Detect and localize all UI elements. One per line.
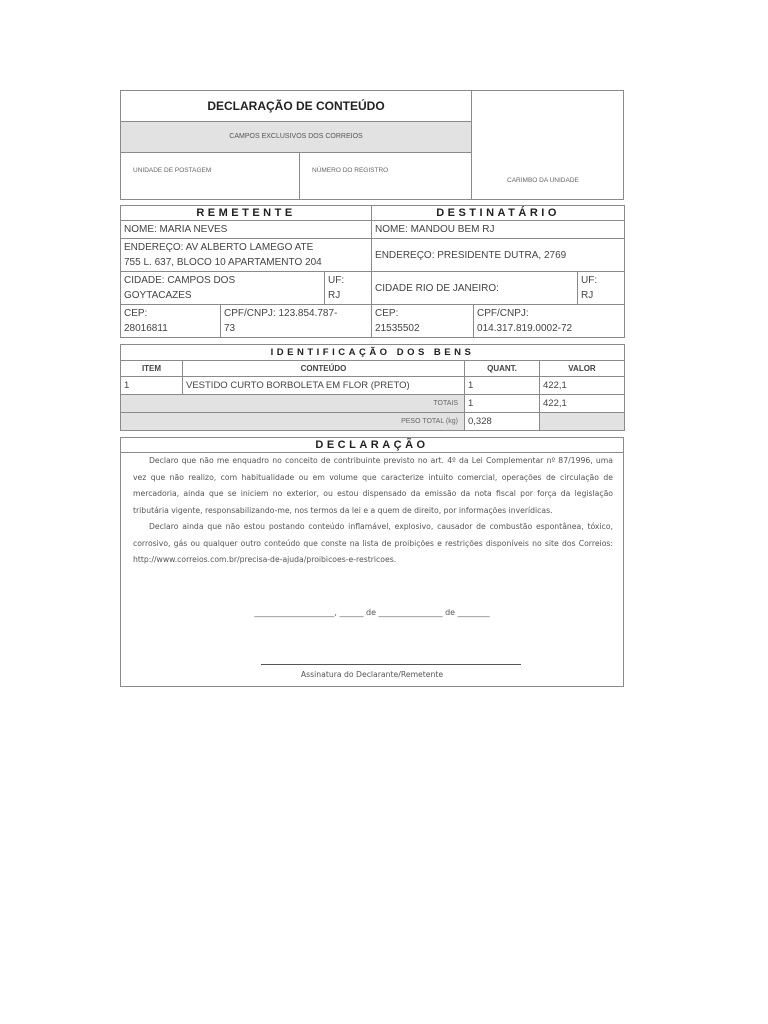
row-item: 1 bbox=[121, 377, 183, 395]
sender-receiver-table bbox=[120, 205, 625, 338]
remetente-cep-label: CEP: bbox=[124, 308, 148, 319]
peso-empty-cell bbox=[540, 413, 625, 431]
numero-registro-label: NÚMERO DO REGISTRO bbox=[299, 153, 388, 199]
col-item: ITEM bbox=[121, 361, 183, 377]
declaracao-heading: DECLARAÇÃO bbox=[121, 438, 623, 453]
destinatario-cep bbox=[372, 305, 474, 338]
remetente-cidade bbox=[121, 272, 325, 305]
row-conteudo: VESTIDO CURTO BORBOLETA EM FLOR (PRETO) bbox=[183, 377, 465, 395]
signature-label: Assinatura do Declarante/Remetente bbox=[300, 670, 444, 679]
form-title: DECLARAÇÃO DE CONTEÚDO bbox=[121, 91, 471, 122]
date-line: ____________________, ______ de ________________ de ________ bbox=[254, 608, 490, 617]
bens-heading: IDENTIFICAÇÃO DOS BENS bbox=[121, 345, 625, 361]
remetente-endereco-line2: 755 L. 637, BLOCO 10 APARTAMENTO 204 bbox=[124, 257, 322, 268]
remetente-cpf bbox=[221, 305, 372, 338]
remetente-cidade-line1: CIDADE: CAMPOS DOS bbox=[124, 275, 236, 286]
destinatario-endereco: ENDEREÇO: PRESIDENTE DUTRA, 2769 bbox=[372, 239, 625, 272]
totais-label: TOTAIS bbox=[121, 395, 465, 413]
remetente-uf-value: RJ bbox=[328, 290, 341, 301]
remetente-endereco bbox=[121, 239, 372, 272]
destinatario-nome: NOME: MANDOU BEM RJ bbox=[372, 221, 625, 239]
destinatario-heading: DESTINATÁRIO bbox=[372, 206, 625, 221]
declaration-paragraph-2: Declaro ainda que não estou postando conteúdo inflamável, explosivo, causador de combustão espontânea, tóxico, corrosivo, gás ou qualquer outro conteúdo que conste na lista de proibições e restrições disponíveis no site dos Correios: http://www.correios.com.br/precisa-de-ajuda/proibicoes-e-restricoes. bbox=[133, 522, 613, 564]
remetente-heading: REMETENTE bbox=[121, 206, 372, 221]
col-valor: VALOR bbox=[540, 361, 625, 377]
totais-quant: 1 bbox=[465, 395, 540, 413]
remetente-uf-label: UF: bbox=[328, 275, 345, 286]
carimbo-label: CARIMBO DA UNIDADE bbox=[507, 177, 579, 184]
remetente-cpf-line2: 73 bbox=[224, 323, 236, 334]
declaration-form bbox=[120, 90, 624, 687]
peso-value: 0,328 bbox=[465, 413, 540, 431]
goods-table bbox=[120, 344, 625, 431]
row-valor: 422,1 bbox=[540, 377, 625, 395]
remetente-cidade-line2: GOYTACAZES bbox=[124, 290, 192, 301]
remetente-cep-value: 28016811 bbox=[124, 323, 168, 334]
remetente-endereco-line1: ENDEREÇO: AV ALBERTO LAMEGO ATE bbox=[124, 242, 314, 253]
unidade-postagem-label: UNIDADE DE POSTAGEM bbox=[133, 167, 212, 174]
remetente-cep bbox=[121, 305, 221, 338]
destinatario-uf bbox=[578, 272, 625, 305]
signature-line bbox=[261, 664, 521, 665]
correios-only-banner: CAMPOS EXCLUSIVOS DOS CORREIOS bbox=[121, 122, 471, 153]
destinatario-cpf-value: 014.317.819.0002-72 bbox=[477, 323, 573, 334]
remetente-cpf-line1: CPF/CNPJ: 123.854.787- bbox=[224, 308, 338, 319]
remetente-nome: NOME: MARIA NEVES bbox=[121, 221, 372, 239]
destinatario-cep-label: CEP: bbox=[375, 308, 399, 319]
form-header bbox=[120, 90, 624, 200]
destinatario-cpf-label: CPF/CNPJ: bbox=[477, 308, 529, 319]
totais-valor: 422,1 bbox=[540, 395, 625, 413]
col-conteudo: CONTEÚDO bbox=[183, 361, 465, 377]
peso-label: PESO TOTAL (kg) bbox=[121, 413, 465, 431]
destinatario-uf-label: UF: bbox=[581, 275, 598, 286]
declaration-section bbox=[120, 437, 624, 687]
destinatario-cidade: CIDADE RIO DE JANEIRO: bbox=[372, 272, 578, 305]
row-quant: 1 bbox=[465, 377, 540, 395]
table-row bbox=[121, 377, 625, 395]
destinatario-cep-value: 21535502 bbox=[375, 323, 420, 334]
destinatario-uf-value: RJ bbox=[581, 290, 594, 301]
declaration-paragraph-1: Declaro que não me enquadro no conceito de contribuinte previsto no art. 4º da Lei Complementar nº 87/1996, uma vez que não realizo, com habitualidade ou em volume que caracterize intuito comercial, operações de circulação de mercadoria, ainda que se iniciem no exterior, ou estou dispensado da emissão da nota fiscal por força da legislação tributária vigente, responsabilizando-me, nos termos da lei e a quem de direito, por informações inverídicas. bbox=[133, 456, 613, 515]
header-left bbox=[121, 91, 472, 199]
remetente-uf bbox=[325, 272, 372, 305]
destinatario-cpf bbox=[474, 305, 625, 338]
postal-fields bbox=[121, 153, 471, 199]
col-quant: QUANT. bbox=[465, 361, 540, 377]
